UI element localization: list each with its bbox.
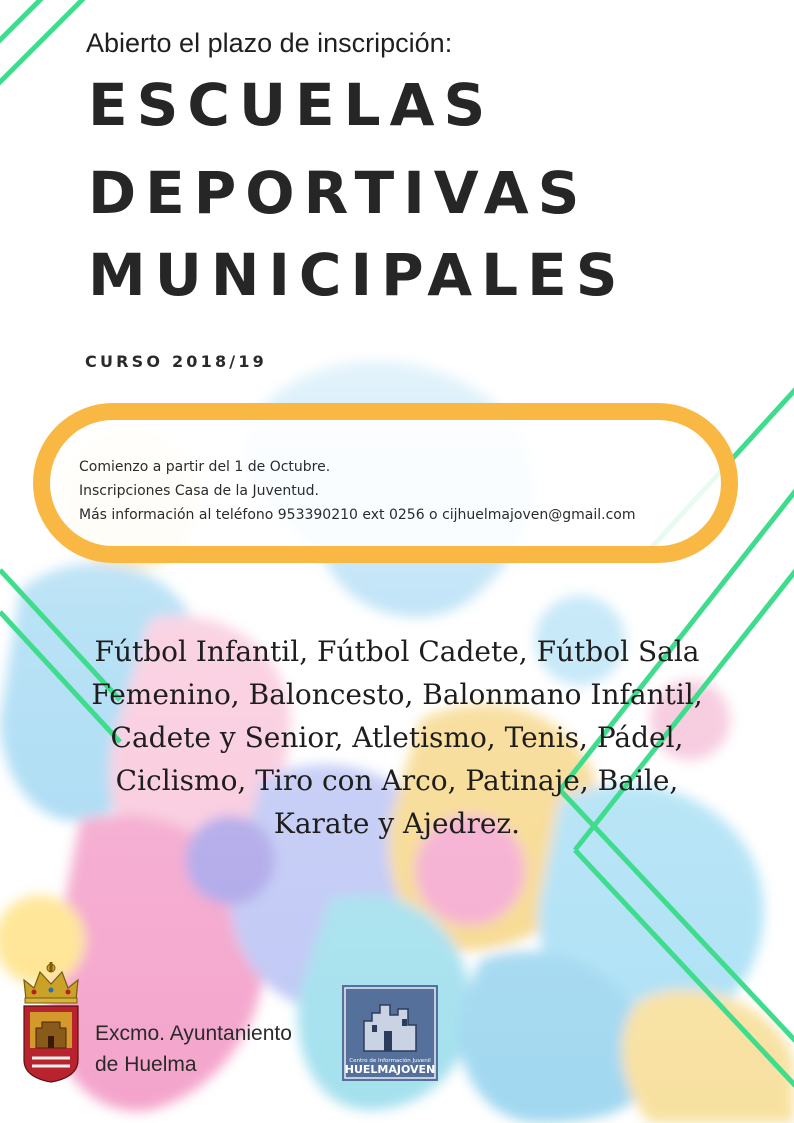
organization-line-2: de Huelma [95,1053,197,1076]
castle-logo-icon [342,985,438,1081]
info-contact: Más información al teléfono 953390210 ext 0256 o cijhuelmajoven@gmail.com [79,507,636,523]
info-start-date: Comienzo a partir del 1 de Octubre. [79,459,331,475]
info-registration: Inscripciones Casa de la Juventud. [79,483,319,499]
intro-text: Abierto el plazo de inscripción: [86,28,453,58]
youth-logo-name: HUELMAJOVEN [344,1063,436,1076]
coat-of-arms-icon [20,962,82,1084]
course-label: CURSO 2018/19 [85,352,267,371]
sports-line-4: Ciclismo, Tiro con Arco, Patinaje, Baile, [115,764,679,797]
sports-list [46,630,748,845]
sports-line-5: Karate y Ajedrez. [273,807,521,840]
sports-line-3: Cadete y Senior, Atletismo, Tenis, Pádel, [110,721,684,754]
title-line-3: MUNICIPALES [88,241,627,309]
youth-logo-caption: Centro de Información Juvenil [349,1058,431,1064]
sports-line-1: Fútbol Infantil, Fútbol Cadete, Fútbol Sala [94,635,700,668]
title-line-2: DEPORTIVAS [88,159,589,227]
organization-name [95,1018,292,1080]
organization-line-1: Excmo. Ayuntaniento [95,1022,292,1045]
title-line-1: ESCUELAS [88,71,495,139]
sports-line-2: Femenino, Baloncesto, Balonmano Infantil, [91,678,703,711]
